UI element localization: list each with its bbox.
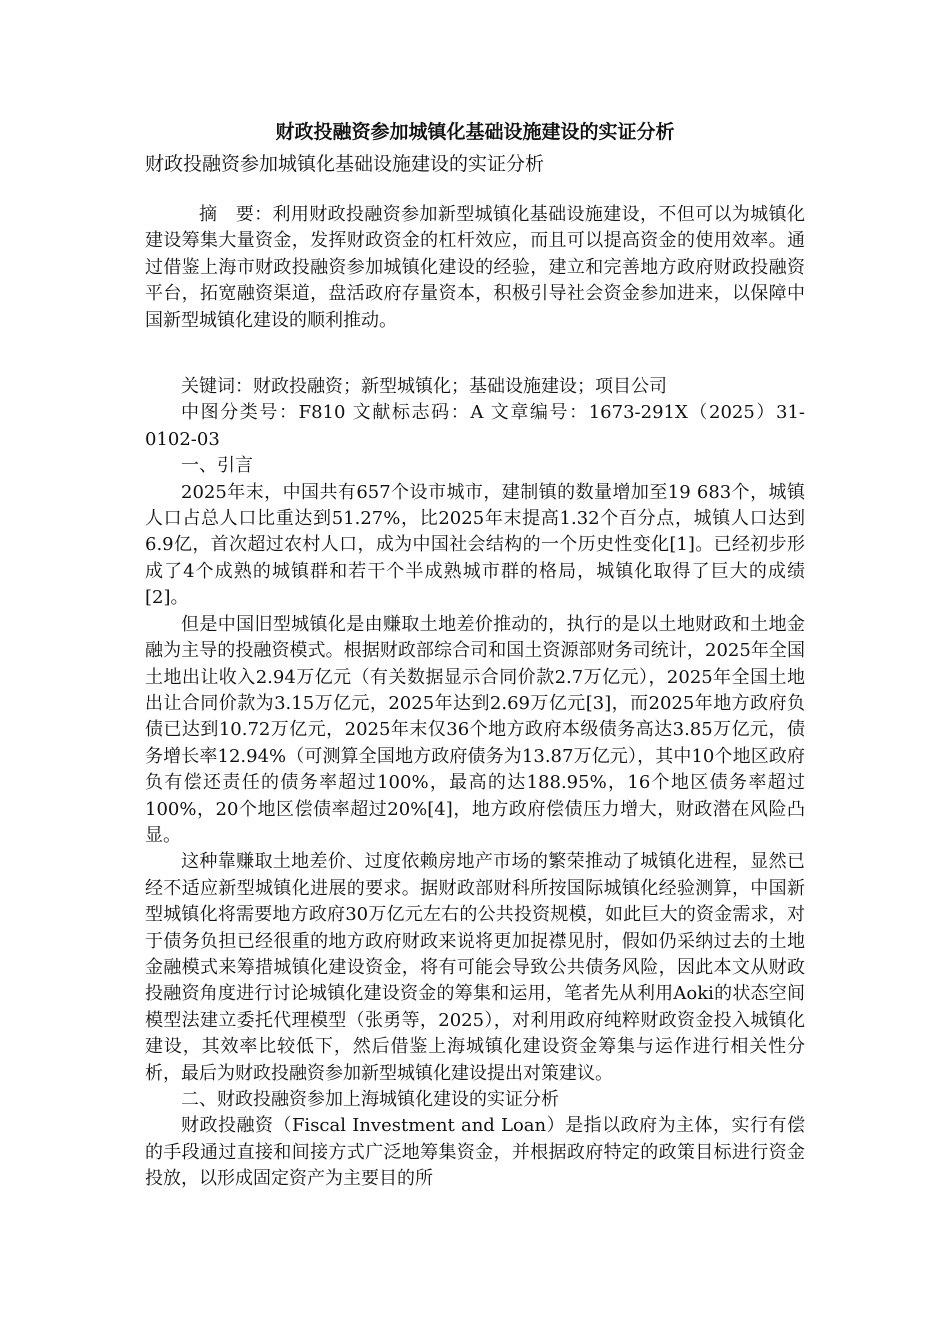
body-paragraph-3: 这种靠赚取土地差价、过度依赖房地产市场的繁荣推动了城镇化进程，显然已经不适应新型城镇化进展的要求。据财政部财科所按国际城镇化经验测算，中国新型城镇化将需要地方政府30万亿元左右的公共投资规模，如此巨大的资金需求，对于债务负担已经很重的地方政府财政来说将更加捉襟见肘，假如仍采纳过去的土地金融模式来筹措城镇化建设资金，将有可能会导致公共债务风险，因此本文从财政投融资角度进行讨论城镇化建设资金的筹集和运用，笔者先从利用Aoki的状态空间模型法建立委托代理模型（张勇等，2025），对利用政府纯粹财政资金投入城镇化建设，其效率比较低下，然后借鉴上海城镇化建设资金筹集与运作进行相关性分析，最后为财政投融资参加新型城镇化建设提出对策建议。 <box>145 851 805 1084</box>
section-heading-empirical: 二、财政投融资参加上海城镇化建设的实证分析 <box>181 1089 559 1110</box>
spacer <box>145 178 805 202</box>
spacer <box>145 334 805 374</box>
abstract-paragraph: 摘 要：利用财政投融资参加新型城镇化基础设施建设，不但可以为城镇化建设筹集大量资金，发挥财政资金的杠杆效应，而且可以提高资金的使用效率。通过借鉴上海市财政投融资参加城镇化建设的经验，建立和完善地方政府财政投融资平台，拓宽融资渠道，盘活政府存量资本，积极引导社会资金参加进来，以保障中国新型城镇化建设的顺利推动。 <box>145 204 805 331</box>
document-title: 财政投融资参加城镇化基础设施建设的实证分析 <box>275 121 675 143</box>
document-page <box>145 118 805 1193</box>
section-heading-introduction: 一、引言 <box>181 455 253 477</box>
body-paragraph-2: 但是中国旧型城镇化是由赚取土地差价推动的，执行的是以土地财政和土地金融为主导的投融资模式。根据财政部综合司和国土资源部财务司统计，2025年全国土地出让收入2.94万亿元（有关数据显示合同价款2.7万亿元），2025年全国土地出让合同价款为3.15万亿元，2025年达到2.69万亿元[3]，而2025年地方政府负债已达到10.72万亿元，2025年末仅36个地方政府本级债务高达3.85万亿元，债务增长率12.94%（可测算全国地方政府债务为13.87万亿元），其中10个地区政府负有偿还责任的债务率超过100%，最高的达188.95%，16个地区债务率超过100%，20个地区偿债率超过20%[4]，地方政府偿债压力增大，财政潜在风险凸显。 <box>145 613 805 846</box>
keywords-line: 关键词：财政投融资；新型城镇化；基础设施建设；项目公司 <box>181 376 667 398</box>
document-subtitle: 财政投融资参加城镇化基础设施建设的实证分析 <box>145 153 545 175</box>
classification-line: 中图分类号：F810 文献标志码：A 文章编号：1673-291X（2025）31-0102-03 <box>145 402 805 450</box>
body-paragraph-1: 2025年末，中国共有657个设市城市，建制镇的数量增加至19 683个，城镇人口占总人口比重达到51.27%，比2025年末提高1.32个百分点，城镇人口达到6.9亿，首次超过农村人口，成为中国社会结构的一个历史性变化[1]。已经初步形成了4个成熟的城镇群和若干个半成熟城市群的格局，城镇化取得了巨大的成绩[2]。 <box>145 481 805 609</box>
body-paragraph-4: 财政投融资（Fiscal Investment and Loan）是指以政府为主体，实行有偿的手段通过直接和间接方式广泛地筹集资金，并根据政府特定的政策目标进行资金投放，以形成固定资产为主要目的所 <box>145 1115 805 1190</box>
